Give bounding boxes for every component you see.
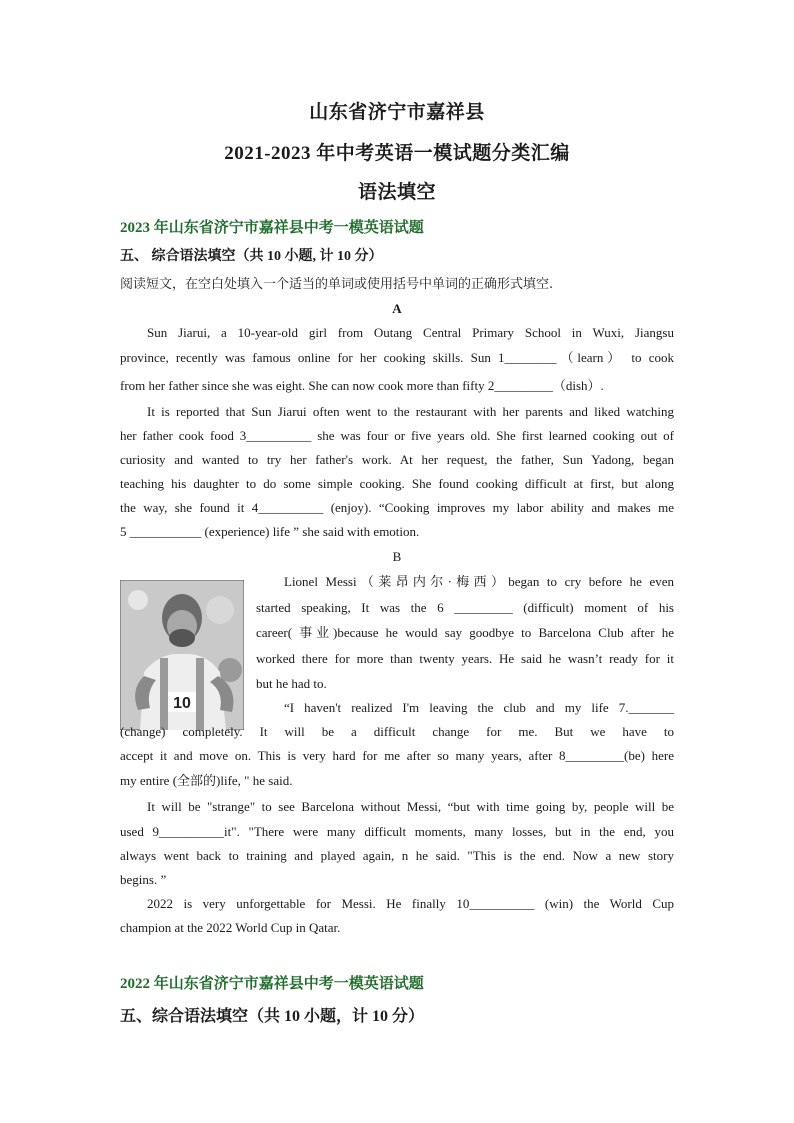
passage-line: my entire (全部的)life, " he said. (120, 773, 293, 788)
passage-label-a: A (392, 301, 402, 316)
passage-line: always went back to training and played again, n he said. "This is the end. Now a new story (120, 848, 674, 863)
passage-line: 2022 is very unforgettable for Messi. He finally 10__________ (win) the World Cup (147, 896, 674, 911)
passage-line: “I haven't realized I'm leaving the club and my life 7._______ (284, 700, 674, 715)
passage-line: (change) completely. It will be a difficult change for me. But we have to (120, 724, 674, 739)
instruction: 阅读短文，在空白处填入一个适当的单词或使用括号中单词的正确形式填空. (120, 277, 554, 292)
jersey-number: 10 (173, 695, 191, 712)
doc-title-region: 山东省济宁市嘉祥县 (309, 102, 485, 123)
passage-line: from her father since she was eight. She can now cook more than fifty 2_________（dish）. (120, 378, 604, 393)
doc-title-main: 2021-2023 年中考英语一模试题分类汇编 (224, 143, 570, 164)
messi-photo (120, 580, 244, 730)
passage-line: curiosity and wanted to try her father's work. At her request, the father, Sun Yadong, began (120, 452, 674, 467)
passage-line: province, recently was famous online for her cooking skills. Sun 1________（learn） to cook (120, 350, 674, 365)
part-title: 五、 综合语法填空（共 10 小题, 计 10 分） (120, 249, 383, 264)
passage-line: Sun Jiarui, a 10-year-old girl from Outang Central Primary School in Wuxi, Jiangsu (147, 325, 674, 340)
passage-label-b: B (392, 549, 402, 564)
passage-line: It will be "strange" to see Barcelona without Messi, “but with time going by, people will be (147, 799, 674, 814)
passage-line: used 9__________it". "There were many difficult moments, many losses, but in the end, you (120, 824, 674, 839)
passage-line: It is reported that Sun Jiarui often went to the restaurant with her parents and liked watching (147, 404, 674, 419)
doc-title-topic: 语法填空 (357, 182, 436, 203)
passage-line: started speaking, It was the 6 _________ (difficult) moment of his (256, 600, 674, 615)
section-heading-2022: 2022 年山东省济宁市嘉祥县中考一模英语试题 (120, 976, 424, 992)
passage-line: worked there for more than twenty years. He said he wasn’t ready for it (256, 651, 674, 666)
passage-line: but he had to. (256, 676, 327, 691)
passage-line: begins. ” (120, 872, 167, 887)
passage-line: champion at the 2022 World Cup in Qatar. (120, 920, 341, 935)
passage-line: 5 ___________ (experience) life ” she said with emotion. (120, 524, 420, 539)
passage-line: the way, she found it 4__________ (enjoy). “Cooking improves my labor ability and makes me (120, 500, 674, 515)
passage-line: teaching his daughter to do some simple cooking. She found cooking difficult at first, but along (120, 476, 674, 491)
part-title-2022: 五、综合语法填空（共 10 小题，计 10 分） (120, 1008, 425, 1025)
messi-photo-image (120, 580, 244, 730)
section-heading-2023: 2023 年山东省济宁市嘉祥县中考一模英语试题 (120, 220, 424, 236)
passage-line: career( 事业)because he would say goodbye to Barcelona Club after he (256, 625, 674, 640)
passage-line: accept it and move on. This is very hard for me after so many years, after 8_________(be) here (120, 748, 674, 763)
passage-line: her father cook food 3__________ she was four or five years old. She first learned cooking out of (120, 428, 674, 443)
passage-line: Lionel Messi（莱昂内尔·梅西）began to cry before he even (284, 574, 674, 589)
